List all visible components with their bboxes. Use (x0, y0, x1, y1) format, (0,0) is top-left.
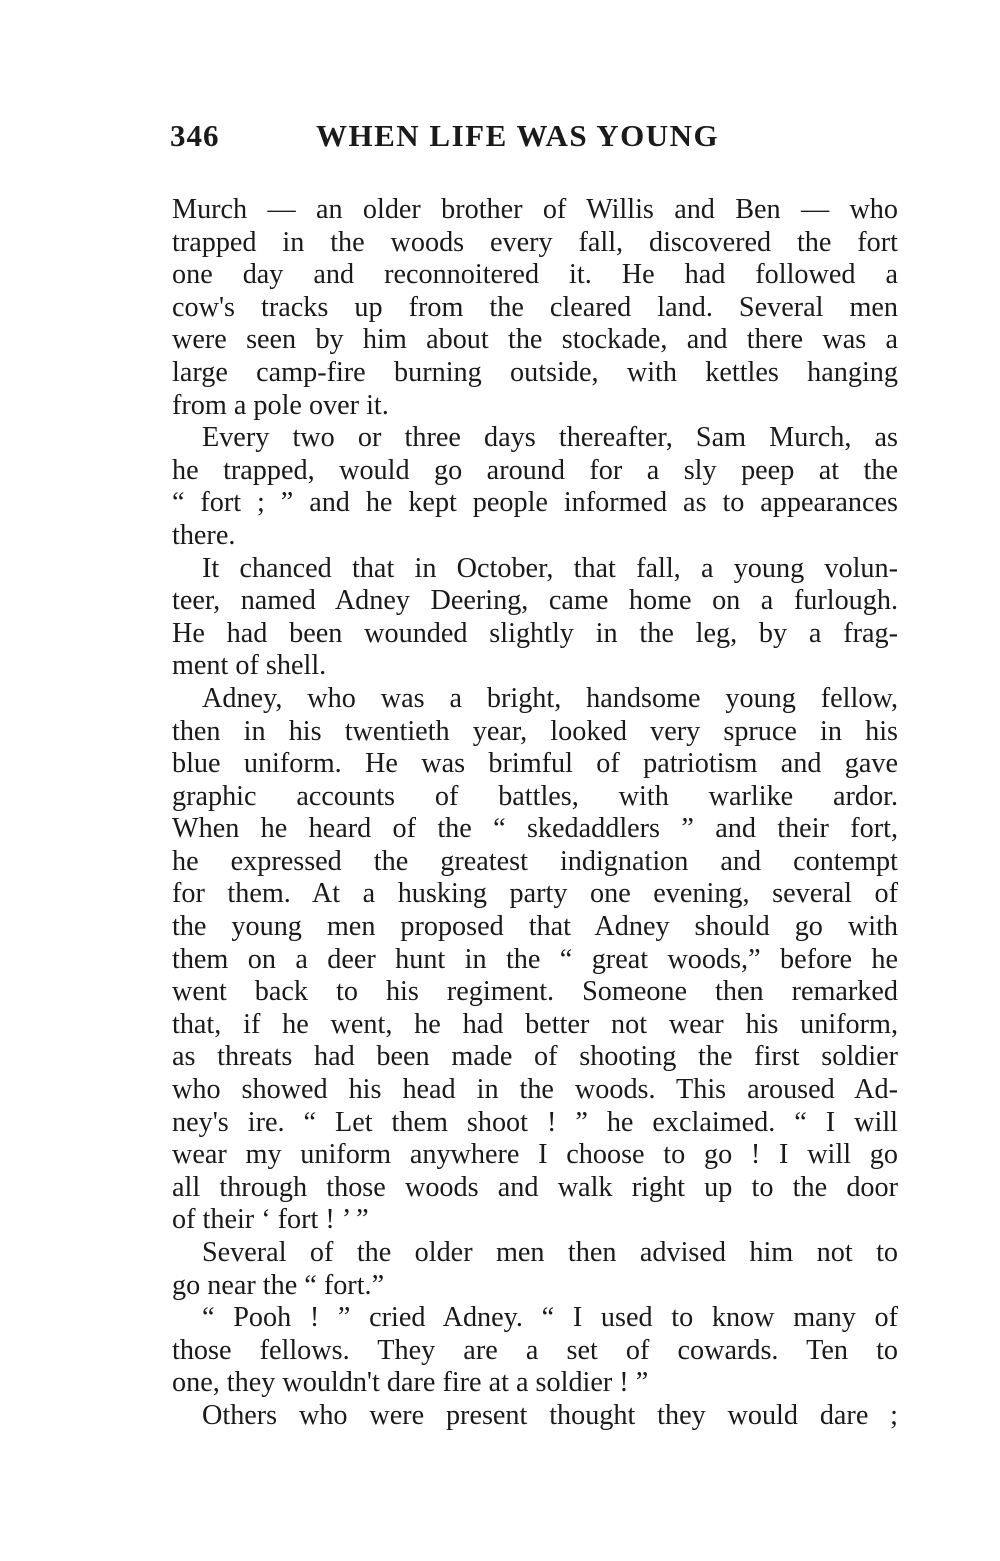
text-line: of their ‘ fort ! ’ ” (172, 1204, 369, 1236)
text-line: that, if he went, he had better not wear his uniform, (172, 1008, 898, 1040)
text-line: He had been wounded slightly in the leg, by a frag- (172, 617, 898, 649)
text-line: ney's ire. “ Let them shoot ! ” he exclaimed. “ I will (172, 1106, 898, 1138)
text-line: one, they wouldn't dare fire at a soldier ! ” (172, 1367, 649, 1399)
text-line: ment of shell. (172, 650, 327, 682)
text-line: blue uniform. He was brimful of patriotism and gave (172, 748, 898, 780)
page-header (170, 118, 900, 162)
text-line: then in his twentieth year, looked very spruce in his (172, 715, 898, 747)
page-number: 346 (170, 118, 220, 153)
text-line: those fellows. They are a set of cowards. Ten to (172, 1334, 898, 1366)
text-line: he trapped, would go around for a sly peep at the (172, 454, 898, 486)
text-line: large camp-fire burning outside, with kettles hanging (172, 356, 898, 388)
text-line: were seen by him about the stockade, and there was a (172, 324, 898, 356)
text-line: there. (172, 519, 236, 551)
text-line: them on a deer hunt in the “ great woods,” before he (172, 943, 898, 975)
paragraph (172, 194, 898, 422)
text-line: It chanced that in October, that fall, a young volun- (202, 552, 898, 584)
text-line: trapped in the woods every fall, discovered the fort (172, 226, 898, 258)
paragraph (172, 1302, 898, 1400)
text-line: wear my uniform anywhere I choose to go ! I will go (172, 1139, 898, 1171)
text-line: Adney, who was a bright, handsome young fellow, (202, 682, 898, 714)
text-line: teer, named Adney Deering, came home on a furlough. (172, 585, 898, 617)
text-line: the young men proposed that Adney should go with (172, 911, 898, 943)
running-title: WHEN LIFE WAS YOUNG (316, 118, 720, 153)
paragraph (172, 1237, 898, 1302)
text-line: Murch — an older brother of Willis and Ben — who (172, 194, 898, 225)
text-line: go near the “ fort.” (172, 1269, 385, 1301)
text-line: he expressed the greatest indignation and contempt (172, 845, 898, 877)
paragraph (172, 422, 898, 552)
text-line: cow's tracks up from the cleared land. Several men (172, 291, 898, 323)
text-line: Others who were present thought they would dare ; (202, 1399, 898, 1431)
text-line: “ Pooh ! ” cried Adney. “ I used to know many of (202, 1302, 898, 1334)
text-line: “ fort ; ” and he kept people informed as to appearances (172, 487, 898, 519)
paragraph (172, 1400, 898, 1433)
text-line: Every two or three days thereafter, Sam Murch, as (202, 422, 898, 454)
text-line: from a pole over it. (172, 389, 389, 421)
text-line: went back to his regiment. Someone then remarked (172, 976, 898, 1008)
text-line: graphic accounts of battles, with warlike ardor. (172, 780, 898, 812)
body-text (172, 194, 898, 1433)
text-line: as threats had been made of shooting the first soldier (172, 1041, 898, 1073)
text-line: all through those woods and walk right up to the door (172, 1171, 898, 1203)
text-line: When he heard of the “ skedaddlers ” and their fort, (172, 813, 898, 845)
paragraph (172, 683, 898, 1237)
text-line: who showed his head in the woods. This aroused Ad- (172, 1074, 898, 1106)
paragraph (172, 553, 898, 683)
text-line: Several of the older men then advised him not to (202, 1237, 898, 1268)
text-line: one day and reconnoitered it. He had followed a (172, 259, 898, 291)
text-line: for them. At a husking party one evening, several of (172, 878, 898, 910)
